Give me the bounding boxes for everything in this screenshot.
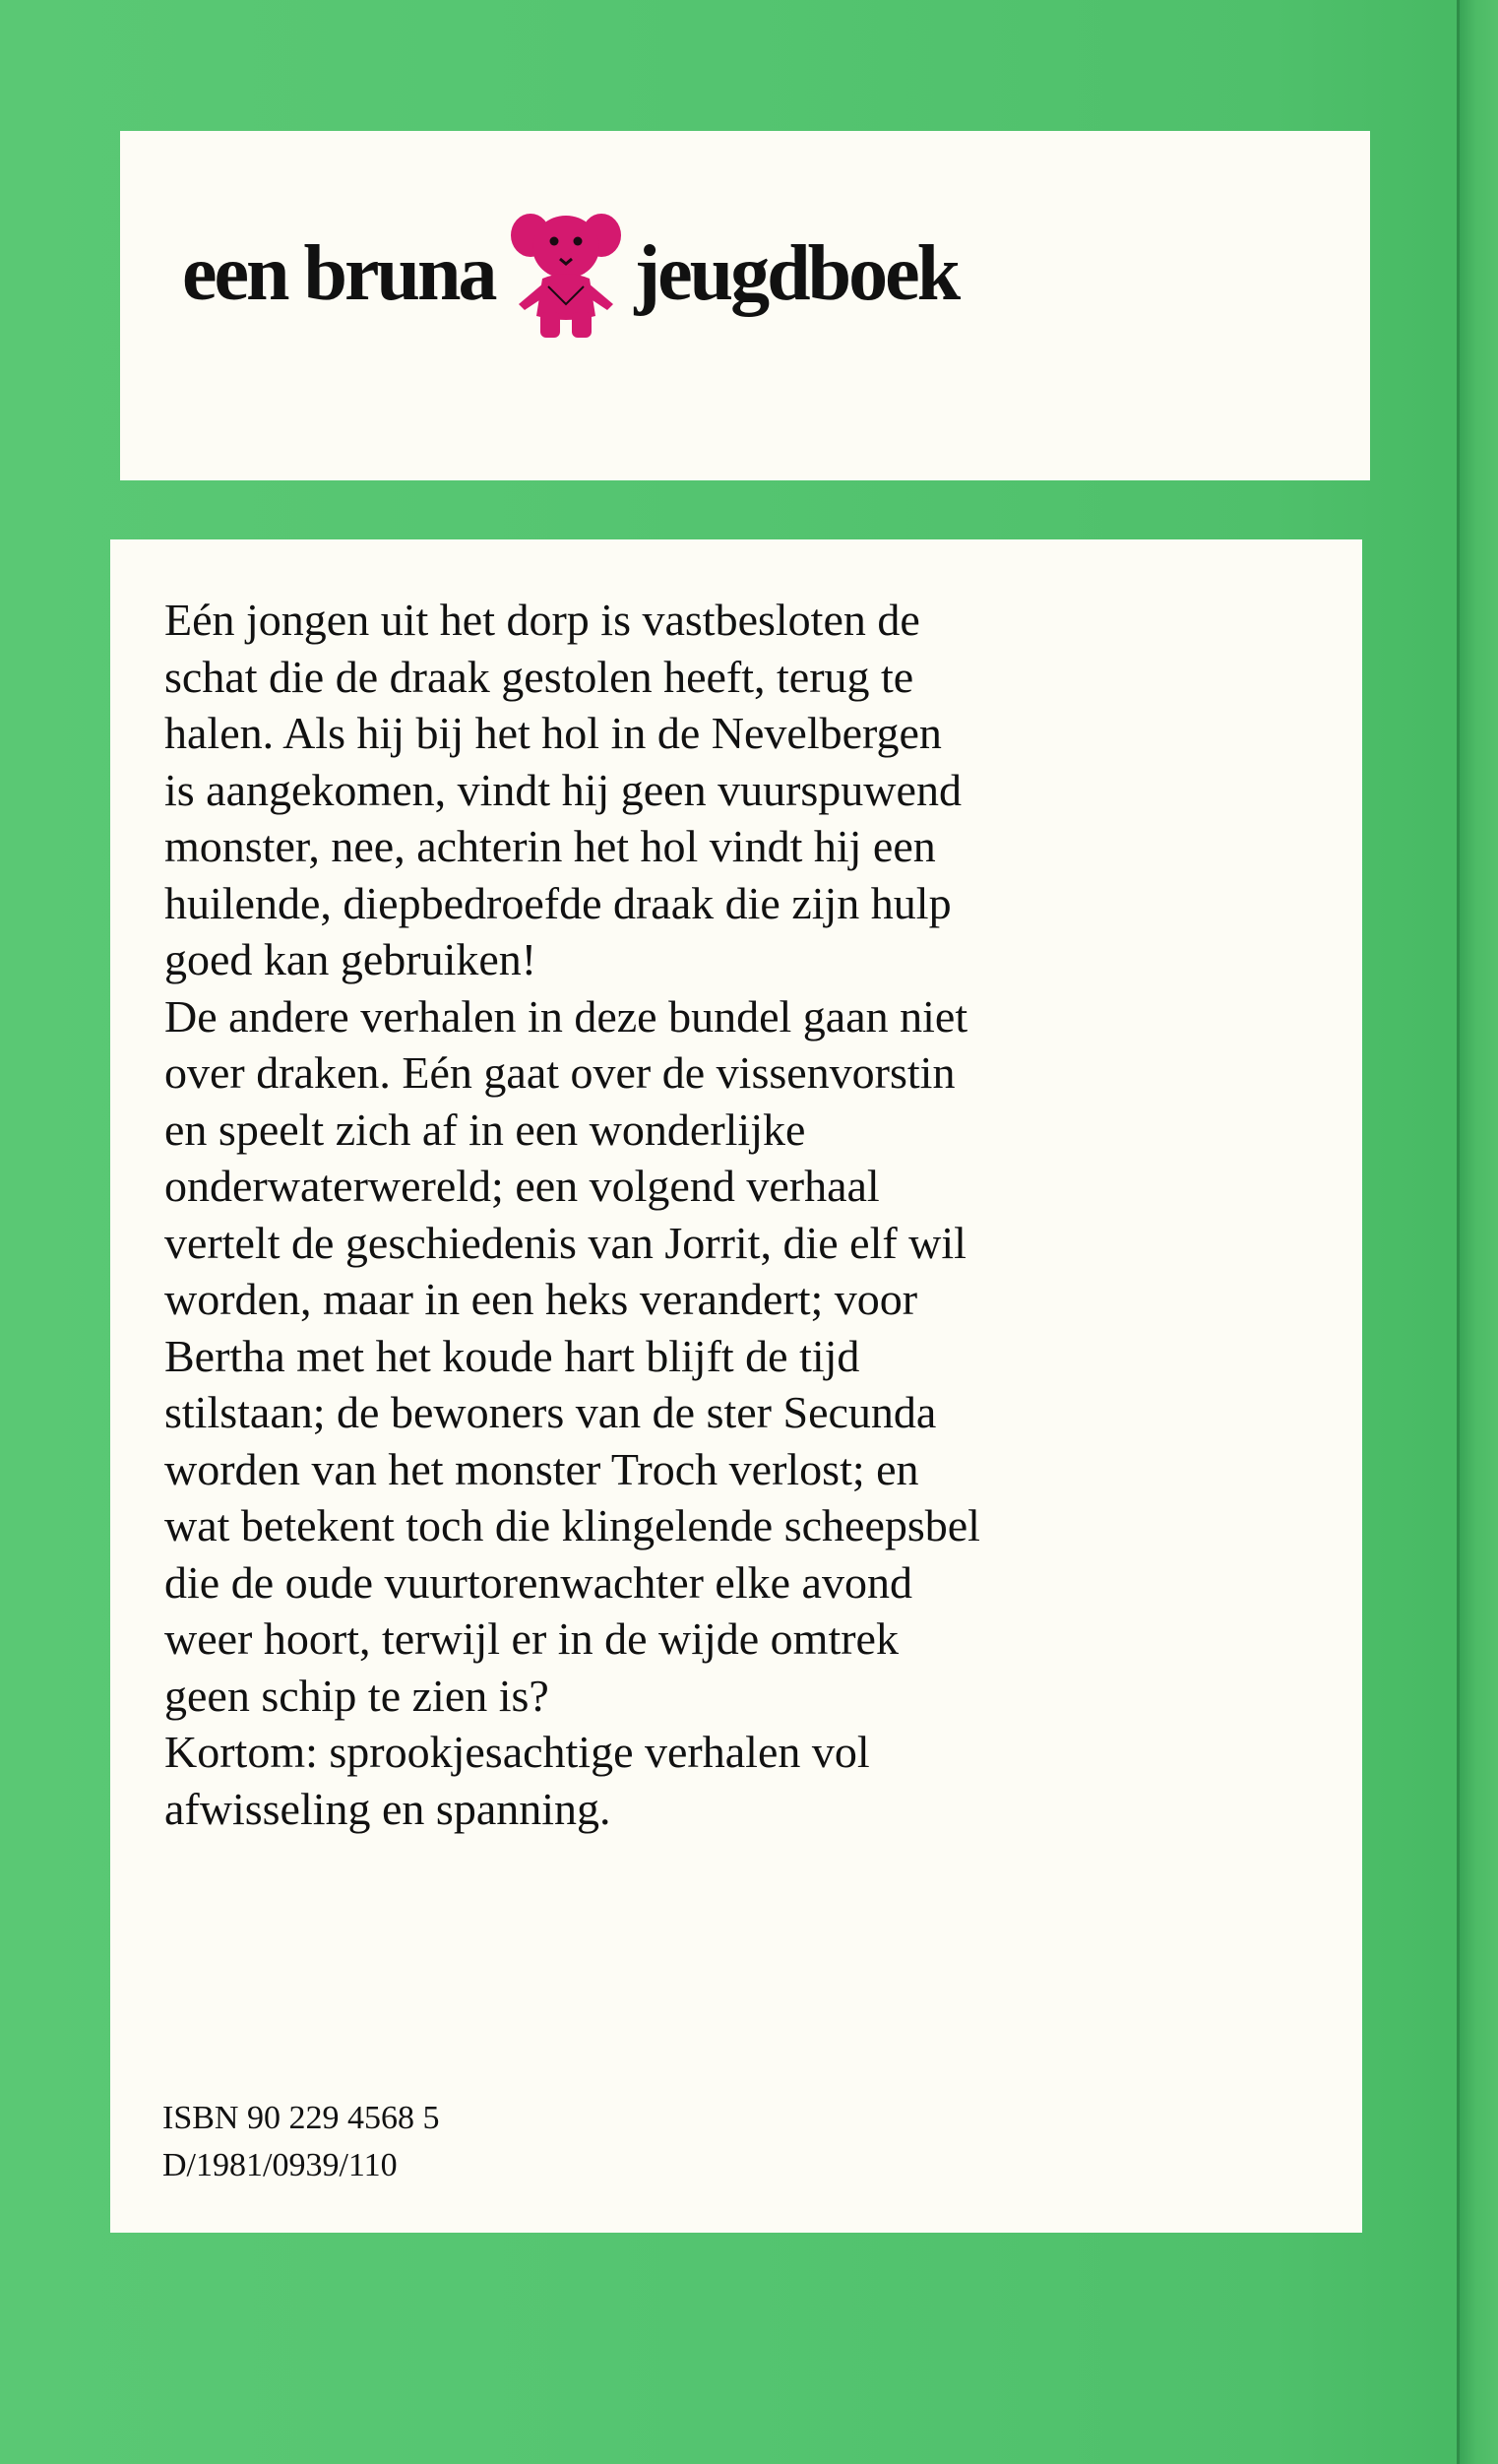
blurb-line: die de oude vuurtorenwachter elke avond — [164, 1556, 912, 1608]
spine-edge — [1457, 0, 1498, 2464]
blurb-panel — [110, 539, 1362, 2233]
blurb-line: geen schip te zien is? — [164, 1670, 549, 1721]
blurb-line: worden van het monster Troch verlost; en — [164, 1443, 919, 1494]
blurb-line: huilende, diepbedroefde draak die zijn hulp — [164, 877, 952, 928]
blurb-line: monster, nee, achterin het hol vindt hij een — [164, 821, 936, 871]
blurb-line: goed kan gebruiken! — [164, 934, 537, 984]
isbn-number: ISBN 90 229 4568 5 — [162, 2100, 440, 2136]
blurb-line: schat die de draak gestolen heeft, terug te — [164, 651, 914, 702]
blurb-line: worden, maar in een heks verandert; voor — [164, 1274, 918, 1324]
blurb-line: Bertha met het koude hart blijft de tijd — [164, 1330, 860, 1381]
blurb-line: weer hoort, terwijl er in de wijde omtrek — [164, 1613, 899, 1664]
blurb-line: is aangekomen, vindt hij geen vuurspuwend — [164, 764, 962, 815]
blurb-line: vertelt de geschiedenis van Jorrit, die elf wil — [164, 1217, 967, 1268]
blurb-line: wat betekent toch die klingelende scheepsbel — [164, 1500, 980, 1550]
logo-panel — [120, 131, 1370, 480]
blurb-text — [164, 592, 1306, 1837]
logo-word-right: jeugdboek — [634, 229, 959, 317]
blurb-line: Eén jongen uit het dorp is vastbesloten de — [164, 595, 920, 645]
depot-number: D/1981/0939/110 — [162, 2147, 398, 2183]
logo-word-left: een bruna — [182, 229, 495, 317]
blurb-line: afwisseling en spanning. — [164, 1783, 611, 1834]
blurb-line: halen. Als hij bij het hol in de Nevelbergen — [164, 708, 942, 758]
bear-mascot-icon — [509, 206, 623, 342]
blurb-line: stilstaan; de bewoners van de ster Secunda — [164, 1387, 937, 1437]
blurb-line: De andere verhalen in deze bundel gaan niet — [164, 990, 968, 1042]
publisher-logo — [182, 205, 958, 343]
blurb-line: Kortom: sprookjesachtige verhalen vol — [164, 1727, 870, 1777]
blurb-line: onderwaterwereld; een volgend verhaal — [164, 1161, 880, 1211]
blurb-line: en speelt zich af in een wonderlijke — [164, 1104, 806, 1155]
blurb-line: over draken. Eén gaat over de vissenvorstin — [164, 1047, 956, 1098]
isbn-block — [162, 2095, 439, 2189]
